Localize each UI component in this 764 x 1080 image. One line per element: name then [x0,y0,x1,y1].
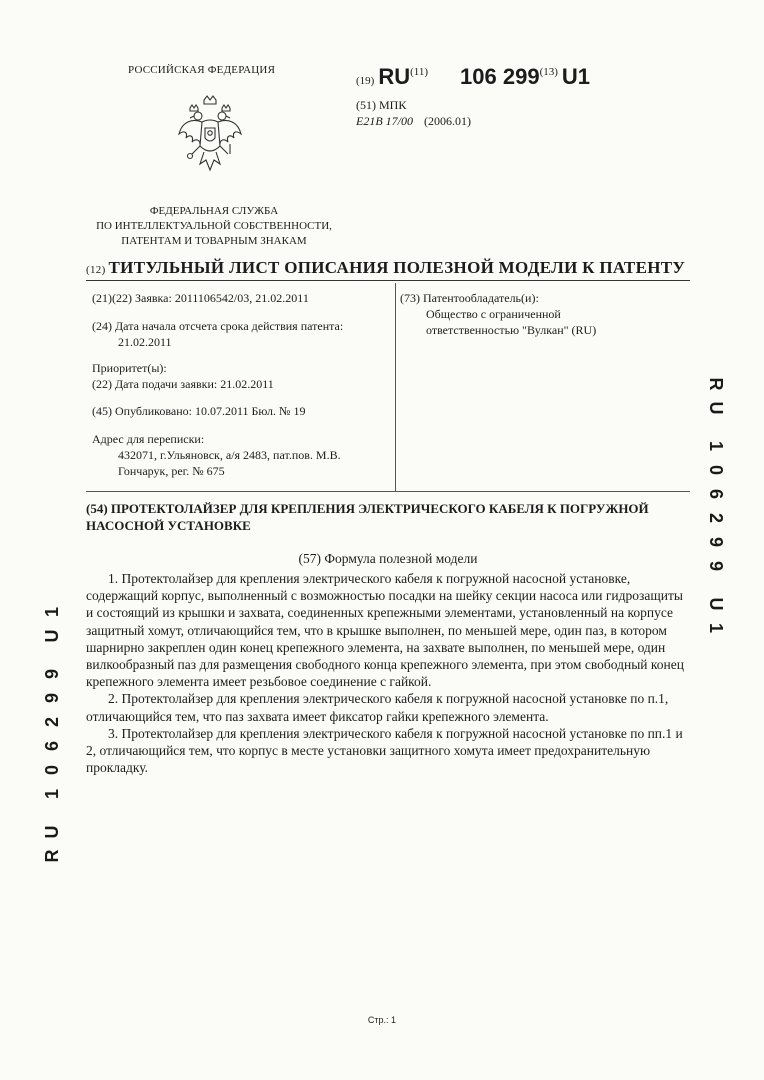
ipc-version: (2006.01) [424,114,471,128]
holder-label: (73) Патентообладатель(и): [400,291,539,305]
application-info: (21)(22) Заявка: 2011106542/03, 21.02.2011 [92,291,309,305]
agency-line: ПО ИНТЕЛЛЕКТУАЛЬНОЙ СОБСТВЕННОСТИ, [96,220,332,232]
ipc-label: (51) МПК [356,98,407,112]
holder-line: ответственностью "Вулкан" (RU) [426,323,597,337]
agency-line: ПАТЕНТАМ И ТОВАРНЫМ ЗНАКАМ [121,235,307,247]
priority-label: Приоритет(ы): [92,361,167,375]
term-label: (24) Дата начала отсчета срока действия патента: [92,319,344,333]
side-code-char: U [706,597,726,611]
agency-line: ФЕДЕРАЛЬНАЯ СЛУЖБА [149,205,279,217]
page-number: Стр.: 1 [367,1015,397,1025]
side-code-left [40,600,64,868]
side-code-char: 1 [706,440,726,451]
kind-code: U1 [561,64,591,89]
invention-title [86,500,690,534]
side-code-right [704,372,728,640]
patent-number: 106 299 [460,64,540,89]
side-code-char: 9 [706,560,726,571]
side-code-char: 2 [706,512,726,523]
address-line: Гончарук, рег. № 675 [118,464,225,478]
publication-number [356,64,590,90]
side-code-char: 1 [42,607,62,618]
term-date: 21.02.2011 [118,335,172,349]
side-code-char: R [42,849,62,863]
ipc-class: E21B 17/00 [356,114,413,128]
side-code-char: 6 [42,741,62,752]
title-code: (12) [86,264,106,276]
publication-date: (45) Опубликовано: 10.07.2011 Бюл. № 19 [92,404,306,418]
country-name: РОССИЙСКАЯ ФЕДЕРАЦИЯ [128,64,276,76]
holder-line: Общество с ограниченной [426,307,561,321]
filing-date: (22) Дата подачи заявки: 21.02.2011 [92,377,274,391]
side-code-char: U [42,825,62,839]
side-code-char: 9 [42,693,62,704]
agency-name [80,204,348,249]
side-code-char: U [42,629,62,643]
address-label: Адрес для переписки: [92,432,205,446]
side-code-char: 9 [42,669,62,680]
claims-heading: (57) Формула полезной модели [298,551,478,566]
code-13: (13) [539,66,558,78]
side-code-char: 6 [706,488,726,499]
side-code-char: 2 [42,717,62,728]
side-code-char: 1 [706,622,726,633]
code-11: (11) [410,66,429,78]
side-code-char: R [706,377,726,391]
invention-title-line: НАСОСНОЙ УСТАНОВКЕ [86,518,251,533]
side-code-char: 1 [42,789,62,800]
claim-3: 3. Протектолайзер для крепления электрического кабеля к погружной насосной установке по пп.1 и 2, отличающийся тем, что корпус в месте установки защитного хомута имеет предохранительную прокладку. [86,725,683,776]
code-19: (19) [356,75,375,87]
side-code-char: 0 [42,765,62,776]
claim-2: 2. Протектолайзер для крепления электрического кабеля к погружной насосной установке по п.1, отличающийся тем, что паз захвата имеет фиксатор гайки крепежного элемента. [86,691,669,724]
address-line: 432071, г.Ульяновск, а/я 2483, пат.пов. М.В. [118,448,341,462]
invention-title-line: (54) ПРОТЕКТОЛАЙЗЕР ДЛЯ КРЕПЛЕНИЯ ЭЛЕКТРИЧЕСКОГО КАБЕЛЯ К ПОГРУЖНОЙ [86,501,649,516]
side-code-char: 9 [706,536,726,547]
side-code-char: U [706,401,726,415]
title-divider [86,280,690,281]
title-text: ТИТУЛЬНЫЙ ЛИСТ ОПИСАНИЯ ПОЛЕЗНОЙ МОДЕЛИ К ПАТЕНТУ [108,258,686,277]
document-title [86,258,685,278]
ipc-classification [356,97,471,129]
section-divider [86,491,690,492]
side-code-char: 0 [706,464,726,475]
russian-coat-of-arms-icon [176,94,244,178]
country-code: RU [378,64,411,89]
claims-body [86,570,690,776]
claim-1: 1. Протектолайзер для крепления электрического кабеля к погружной насосной установке, содержащий корпус, выполненный с возможностью посадки на шейку секции насоса или гидрозащиты и состоящий из крышки и захвата, соединенных крепежными элементами, установленный на корпусе защитный хомут, отличающийся тем, что в крышке выполнен, по меньшей мере, один паз, в котором шарнирно закреплен один конец крепежного элемента, на захвате выполнен, по меньшей мере, один вилкообразный паз для размещения свободного конца крепежного элемента, при этом свободный конец крепежного элемента имеет резьбовое соединение с гайкой. [86,571,684,690]
